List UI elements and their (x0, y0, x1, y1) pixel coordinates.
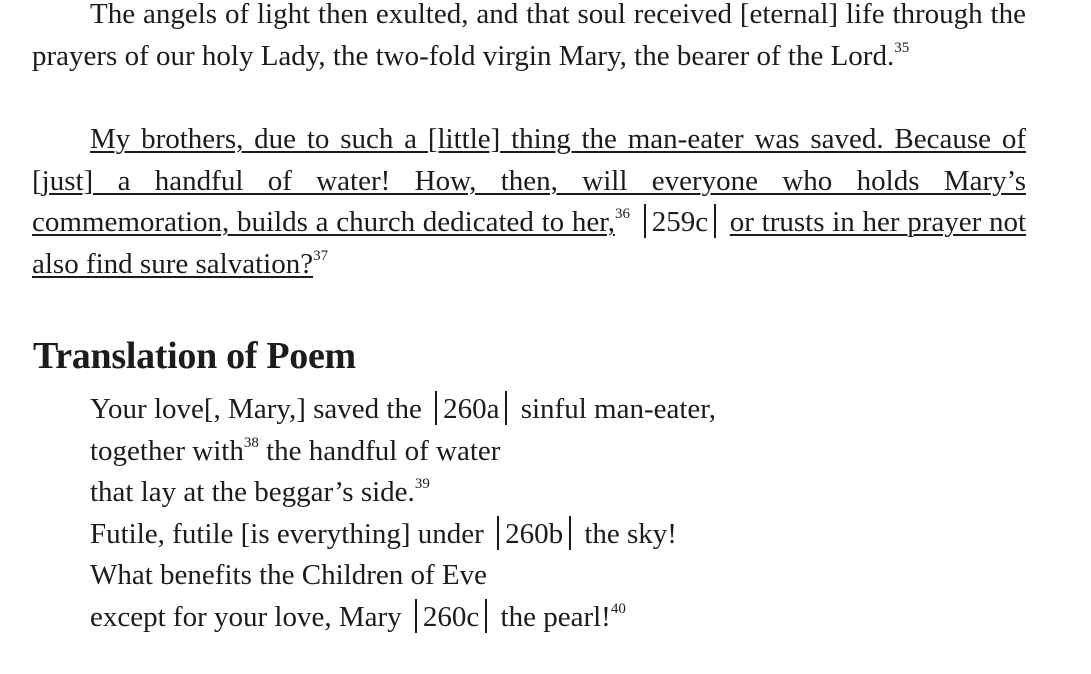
footnote-ref[interactable]: 40 (610, 600, 626, 617)
folio-marker (429, 393, 513, 425)
folio-number: 260b (505, 517, 564, 550)
poem-line-text: Your love[, Mary,] saved the (90, 393, 422, 425)
folio-number: 260a (443, 393, 500, 425)
folio-bar-left (415, 599, 417, 633)
poem (90, 389, 716, 638)
poem-line (90, 555, 716, 597)
paragraph-text: The angels of light then exulted, and that soul received [eternal] life through the prayers of our holy Lady, the two-fold virgin Mary, the bearer of the Lord. (32, 0, 1026, 72)
poem-line-text: the sky! (584, 517, 677, 550)
folio-bar-left (644, 204, 646, 238)
folio-number: 260c (422, 600, 480, 633)
folio-marker (638, 206, 722, 238)
folio-number: 259c (651, 206, 709, 238)
folio-bar-right (714, 204, 716, 238)
poem-line-text: What benefits the Children of Eve (90, 559, 488, 591)
poem-line-text: except for your love, Mary (90, 600, 402, 633)
poem-line (90, 431, 716, 473)
underlined-text: My brothers, due to such a [little] thing the man-eater was saved. Because of [just] a handful of water! How, then, will everyone who holds Mary’s commemoration, builds a church dedicated to her, (32, 123, 1026, 238)
footnote-ref[interactable]: 35 (894, 39, 910, 56)
poem-line-text: together with (90, 434, 244, 467)
poem-line-text: sinful man-eater, (520, 393, 717, 425)
paragraph-angels (32, 0, 1026, 77)
paragraph-brothers (32, 119, 1026, 285)
folio-marker (409, 601, 493, 633)
footnote-ref[interactable]: 39 (414, 476, 430, 493)
folio-bar-left (497, 516, 499, 550)
underlined-text: or trusts in her prayer not also find sure salvation? (32, 206, 1027, 280)
poem-line-text: that lay at the beggar’s side. (90, 476, 415, 508)
folio-bar-right (505, 391, 507, 425)
poem-line-text: Futile, futile [is everything] under (90, 517, 484, 550)
poem-line (90, 514, 716, 556)
folio-bar-right (569, 516, 571, 550)
poem-line (90, 597, 716, 639)
footnote-ref[interactable]: 36 (614, 206, 630, 223)
footnote-ref[interactable]: 38 (243, 434, 259, 451)
folio-marker (491, 518, 577, 550)
footnote-ref[interactable]: 37 (313, 247, 329, 264)
poem-line (90, 472, 716, 514)
poem-line (90, 389, 716, 431)
poem-line-text: the pearl! (500, 600, 611, 633)
poem-line-text: the handful of water (258, 434, 501, 467)
folio-bar-right (485, 599, 487, 633)
section-heading: Translation of Poem (33, 335, 356, 377)
folio-bar-left (435, 391, 437, 425)
